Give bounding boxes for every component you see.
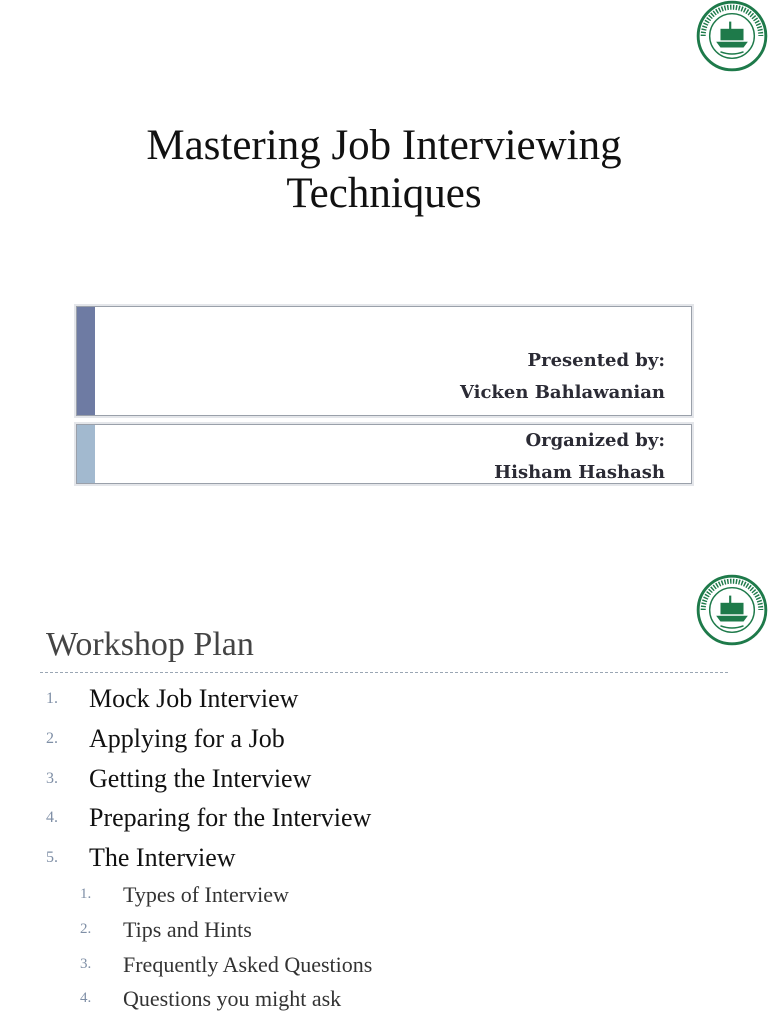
- subitem-number: 2.: [80, 921, 92, 937]
- university-seal-logo: [696, 574, 768, 646]
- slide-title-line-2: Techniques: [286, 170, 482, 217]
- item-number: 2.: [46, 730, 58, 747]
- item-number: 1.: [46, 690, 58, 707]
- subitem-number: 3.: [80, 956, 92, 972]
- slide-title-line-1: Mastering Job Interviewing: [146, 122, 622, 169]
- presenter-box: [76, 306, 692, 416]
- organizer-name: Hisham Hashash: [494, 462, 665, 483]
- slide-title: [0, 122, 768, 218]
- subitem-text: Tips and Hints: [123, 917, 252, 942]
- university-seal-logo: [696, 0, 768, 72]
- subitem-number: 1.: [80, 886, 92, 902]
- presented-by-label: Presented by:: [527, 350, 665, 371]
- item-text: Preparing for the Interview: [89, 803, 372, 832]
- accent-bar: [77, 425, 95, 483]
- workshop-plan-slide: [0, 560, 768, 1024]
- subitem-text: Frequently Asked Questions: [123, 952, 373, 977]
- workshop-plan-title: Workshop Plan: [46, 626, 254, 663]
- item-number: 3.: [46, 770, 58, 787]
- presenter-name: Vicken Bahlawanian: [459, 382, 665, 403]
- organized-by-label: Organized by:: [525, 430, 665, 451]
- item-text: Applying for a Job: [89, 724, 285, 753]
- item-text: Getting the Interview: [89, 764, 312, 793]
- title-divider: [40, 672, 728, 673]
- subitem-text: Types of Interview: [123, 882, 289, 907]
- accent-bar: [77, 307, 95, 415]
- organizer-box: [76, 424, 692, 484]
- item-number: 4.: [46, 809, 58, 826]
- subitem-number: 4.: [80, 990, 92, 1006]
- item-number: 5.: [46, 849, 58, 866]
- item-text: The Interview: [89, 843, 236, 872]
- item-text: Mock Job Interview: [89, 684, 299, 713]
- subitem-text: Questions you might ask: [123, 986, 342, 1011]
